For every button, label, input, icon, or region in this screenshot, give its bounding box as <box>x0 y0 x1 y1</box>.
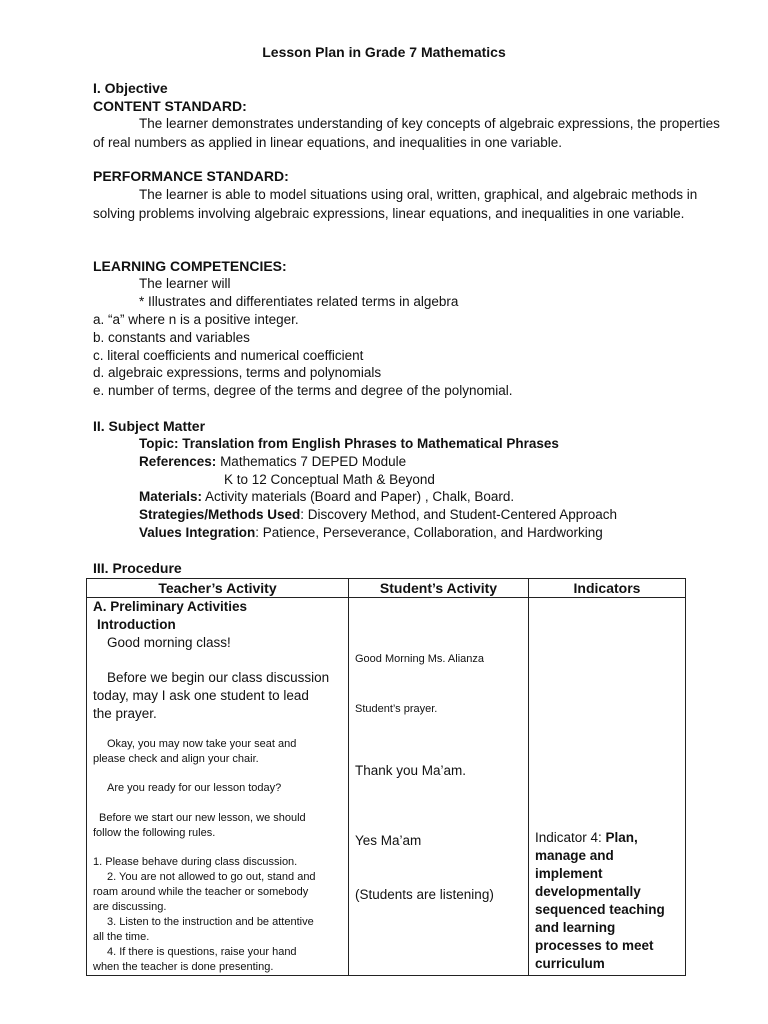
procedure-table <box>86 578 686 976</box>
indicator-text: implement <box>535 866 603 881</box>
strategies-line <box>139 506 617 524</box>
student-response: Thank you Ma’am. <box>355 763 467 778</box>
references-line <box>139 453 406 471</box>
introduction-heading: Introduction <box>97 617 176 632</box>
rule-item: are discussing. <box>93 901 167 913</box>
indicator-text: sequenced teaching <box>535 902 665 917</box>
values-value: : Patience, Perseverance, Collaboration, and Hardworking <box>255 525 603 540</box>
teacher-prayer-line: today, may I ask one student to lead <box>93 688 309 703</box>
competencies-label: LEARNING COMPETENCIES: <box>93 258 287 274</box>
materials-label: Materials: <box>139 489 203 504</box>
column-header-indicators: Indicators <box>573 580 641 596</box>
preliminary-activities-heading: A. Preliminary Activities <box>93 599 248 614</box>
competency-item: a. “a” where n is a positive integer. <box>93 312 299 327</box>
teacher-seat-line: Okay, you may now take your seat and <box>107 738 297 750</box>
strategies-value: : Discovery Method, and Student-Centered Approach <box>300 507 617 522</box>
competency-item: b. constants and variables <box>93 330 250 345</box>
materials-line <box>139 488 514 506</box>
document-title: Lesson Plan in Grade 7 Mathematics <box>262 44 506 60</box>
rule-item: 2. You are not allowed to go out, stand and <box>107 871 316 883</box>
competency-item: d. algebraic expressions, terms and polynomials <box>93 365 382 380</box>
rule-item: all the time. <box>93 931 150 943</box>
references-value-2: K to 12 Conceptual Math & Beyond <box>224 472 435 487</box>
competencies-intro: The learner will <box>139 276 231 291</box>
performance-standard-label: PERFORMANCE STANDARD: <box>93 168 289 184</box>
rule-item: roam around while the teacher or somebody <box>93 886 309 898</box>
procedure-heading: III. Procedure <box>93 560 182 576</box>
performance-standard-text: The learner is able to model situations using oral, written, graphical, and algebraic methods in solving problems involving algebraic expressions, linear equations, and inequalities in one variable. <box>93 187 698 221</box>
references-label: References: <box>139 454 217 469</box>
teacher-rules-intro: follow the following rules. <box>93 827 216 839</box>
column-divider <box>348 579 349 975</box>
strategies-label: Strategies/Methods Used <box>139 507 301 522</box>
indicator-text: and learning <box>535 920 616 935</box>
rule-item: 4. If there is questions, raise your hand <box>107 946 297 958</box>
column-header-teacher: Teacher’s Activity <box>158 580 277 596</box>
references-value-1: Mathematics 7 DEPED Module <box>220 454 407 469</box>
indicator-text: processes to meet <box>535 938 654 953</box>
values-label: Values Integration <box>139 525 256 540</box>
student-response: Good Morning Ms. Alianza <box>355 653 485 665</box>
content-standard-text: The learner demonstrates understanding of key concepts of algebraic expressions, the properties of real numbers as applied in linear equations, and inequalities in one variable. <box>93 116 720 150</box>
indicator-line <box>535 829 638 847</box>
teacher-greeting: Good morning class! <box>107 635 231 650</box>
teacher-ready-question: Are you ready for our lesson today? <box>107 782 282 794</box>
rule-item: 1. Please behave during class discussion. <box>93 856 298 868</box>
student-response: Yes Ma’am <box>355 833 422 848</box>
indicator-text: Plan, <box>605 830 638 845</box>
column-header-student: Student’s Activity <box>379 580 498 596</box>
teacher-prayer-line: the prayer. <box>93 706 157 721</box>
values-line <box>139 524 603 542</box>
competency-item: c. literal coefficients and numerical coefficient <box>93 348 364 363</box>
rule-item: when the teacher is done presenting. <box>93 961 274 973</box>
content-standard-label: CONTENT STANDARD: <box>93 98 247 114</box>
column-divider <box>528 579 529 975</box>
materials-value: Activity materials (Board and Paper) , Chalk, Board. <box>205 489 515 504</box>
teacher-rules-intro: Before we start our new lesson, we should <box>99 812 306 824</box>
student-response: Student’s prayer. <box>355 703 438 715</box>
student-response: (Students are listening) <box>355 887 494 902</box>
rule-item: 3. Listen to the instruction and be attentive <box>107 916 314 928</box>
objective-heading: I. Objective <box>93 80 168 96</box>
competency-item: e. number of terms, degree of the terms and degree of the polynomial. <box>93 383 513 398</box>
subject-matter-heading: II. Subject Matter <box>93 418 206 434</box>
teacher-prayer-line: Before we begin our class discussion <box>107 670 330 685</box>
indicator-text: manage and <box>535 848 614 863</box>
topic-line: Topic: Translation from English Phrases to Mathematical Phrases <box>139 436 559 451</box>
competencies-main: * Illustrates and differentiates related terms in algebra <box>139 294 459 309</box>
teacher-seat-line: please check and align your chair. <box>93 753 259 765</box>
indicator-text: curriculum <box>535 956 605 971</box>
indicator-prefix: Indicator 4: <box>535 830 606 845</box>
indicator-text: developmentally <box>535 884 641 899</box>
